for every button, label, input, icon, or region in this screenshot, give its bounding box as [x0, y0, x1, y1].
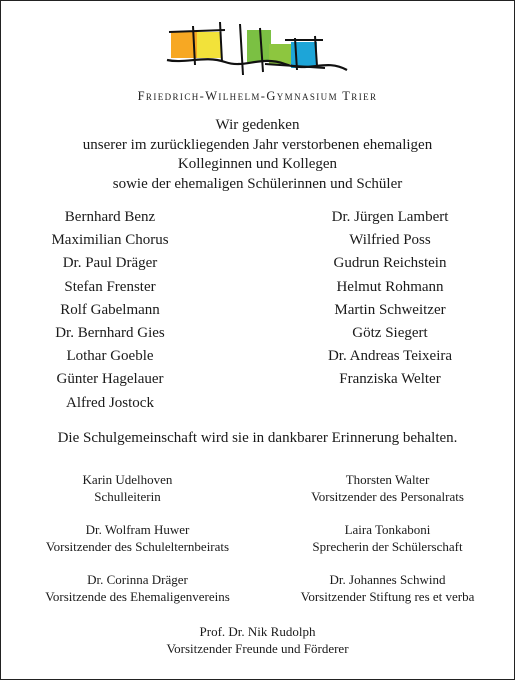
deceased-name: Dr. Bernhard Gies: [55, 325, 165, 342]
signatory: [10, 571, 265, 605]
deceased-name: Stefan Frenster: [64, 278, 156, 295]
deceased-name: Dr. Jürgen Lambert: [331, 209, 449, 225]
deceased-name: Bernhard Benz: [64, 209, 156, 225]
deceased-name: Lothar Goeble: [66, 348, 154, 365]
signatory-role: Vorsitzende des Ehemaligenvereins: [45, 589, 230, 604]
intro-line: Wir gedenken: [215, 117, 300, 133]
signatory-role: Schulleiterin: [94, 489, 161, 504]
signatory-name: Dr. Corinna Dräger: [87, 572, 188, 587]
deceased-list-right: [280, 206, 500, 392]
signatory: [10, 471, 245, 505]
deceased-name: Helmut Rohmann: [336, 278, 444, 295]
deceased-name: Maximilian Chorus: [51, 232, 169, 249]
deceased-name: Rolf Gabelmann: [60, 301, 160, 318]
intro-text: [0, 116, 515, 194]
intro-line: sowie der ehemaligen Schülerinnen und Schüler: [112, 175, 403, 192]
signatory-name: Prof. Dr. Nik Rudolph: [199, 624, 316, 639]
deceased-name: Gudrun Reichstein: [333, 255, 447, 272]
deceased-name: Wilfried Poss: [349, 232, 431, 249]
school-logo: [165, 20, 350, 82]
school-name: Friedrich-Wilhelm-Gymnasium Trier: [137, 89, 378, 103]
deceased-name: Günter Hagelauer: [56, 371, 164, 388]
signatory-role: Vorsitzender des Personalrats: [311, 489, 464, 504]
signatory-role: Vorsitzender des Schulelternbeirats: [45, 539, 230, 554]
signatory: [265, 571, 510, 605]
deceased-name: Dr. Paul Dräger: [62, 255, 158, 272]
deceased-list-left: [10, 206, 210, 415]
intro-line: unserer im zurückliegenden Jahr verstorbenen ehemaligen: [82, 136, 433, 153]
closing-statement: Die Schulgemeinschaft wird sie in dankbarer Erinnerung behalten.: [57, 430, 458, 446]
deceased-name: Franziska Welter: [339, 371, 441, 388]
signatory-role: Vorsitzender Freunde und Förderer: [166, 641, 349, 656]
signatory-name: Thorsten Walter: [345, 472, 430, 487]
signatory-name: Karin Udelhoven: [82, 472, 173, 487]
logo-block-green: [247, 30, 271, 62]
signatory: [10, 521, 265, 555]
signatory-name: Laira Tonkaboni: [344, 522, 431, 537]
signatory-role: Sprecherin der Schülerschaft: [312, 539, 463, 554]
deceased-name: Martin Schweitzer: [334, 301, 446, 318]
signatory-name: Dr. Wolfram Huwer: [85, 522, 190, 537]
signatory: [270, 521, 505, 555]
signatory-name: Dr. Johannes Schwind: [329, 572, 446, 587]
deceased-name: Götz Siegert: [352, 325, 428, 342]
signatory-role: Vorsitzender Stiftung res et verba: [300, 589, 475, 604]
intro-line: Kolleginnen und Kollegen: [177, 156, 338, 172]
logo-block-yellow: [197, 32, 221, 58]
signatory: [270, 471, 505, 505]
deceased-name: Alfred Jostock: [66, 394, 154, 411]
signatory: [0, 623, 515, 657]
deceased-name: Dr. Andreas Teixeira: [327, 348, 453, 365]
